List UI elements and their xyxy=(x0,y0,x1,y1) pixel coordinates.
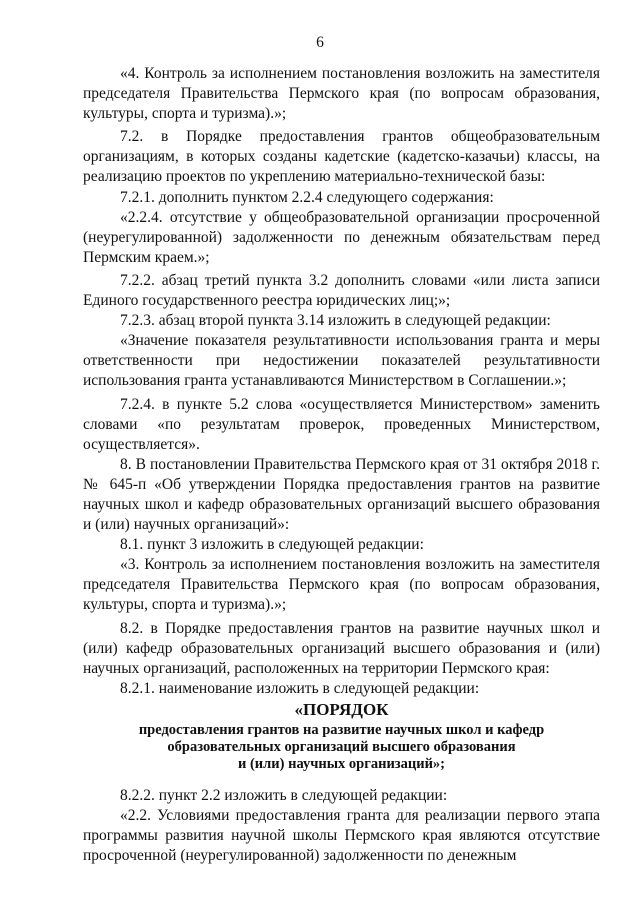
paragraph-2-2-conditions: «2.2. Условиями предоставления гранта для реализации первого этапа программы развития научной школы Пермского края являются отсутствие просроченной (неурегулированной) задолженности по денежным xyxy=(83,807,600,865)
paragraph-7-2-3: 7.2.3. абзац второй пункта 3.14 изложить в следующей редакции: xyxy=(120,312,551,330)
paragraph-7-2: 7.2. в Порядке предоставления грантов общеобразовательным организациям, в которых созданы кадетские (кадетско-казачьи) классы, на реализацию проектов по укреплению материально-технической базы: xyxy=(83,128,600,186)
paragraph-7-2-4: 7.2.4. в пункте 5.2 слова «осуществляется Министерством» заменить словами «по результатам проверок, проведенных Министерством, осуществляется». xyxy=(83,395,600,453)
section-heading xyxy=(83,699,600,772)
heading-subtitle-line: предоставления грантов на развитие научных школ и кафедр xyxy=(138,721,545,738)
paragraph-8-2: 8.2. в Порядке предоставления грантов на развитие научных школ и (или) кафедр образовательных организаций высшего образования и (или) научных организаций, расположенных на территории Пермского края: xyxy=(83,619,600,677)
paragraph-2-2-4: «2.2.4. отсутствие у общеобразовательной организации просроченной (неурегулированной) задолженности по денежным обязательствам перед Пермским краем.»; xyxy=(83,208,600,266)
paragraph-7-2-2: 7.2.2. абзац третий пункта 3.2 дополнить словами «или листа записи Единого государственного реестра юридических лиц;»; xyxy=(83,271,600,310)
heading-subtitle-line: и (или) научных организаций»; xyxy=(237,755,446,772)
paragraph-contract-3: «3. Контроль за исполнением постановления возложить на заместителя председателя Правительства Пермского края (по вопросам образования, культуры, спорта и туризма).»; xyxy=(83,556,600,614)
heading-title: «ПОРЯДОК xyxy=(294,699,389,719)
paragraph-indicator: «Значение показателя результативности использования гранта и меры ответственности при недостижении показателей результативности использования гранта устанавливаются Министерством в Соглашении.»; xyxy=(83,332,600,390)
paragraph-8-2-1: 8.2.1. наименование изложить в следующей редакции: xyxy=(120,679,480,697)
paragraph-8-2-2: 8.2.2. пункт 2.2 изложить в следующей редакции: xyxy=(120,786,448,804)
page-number: 6 xyxy=(316,34,324,51)
document-body xyxy=(83,64,600,866)
paragraph-contract-4: «4. Контроль за исполнением постановления возложить на заместителя председателя Правительства Пермского края (по вопросам образования, культуры, спорта и туризма).»; xyxy=(83,65,600,123)
paragraph-7-2-1: 7.2.1. дополнить пунктом 2.2.4 следующего содержания: xyxy=(120,188,494,206)
paragraph-8: 8. В постановлении Правительства Пермского края от 31 октября 2018 г. № 645-п «Об утверждении Порядка предоставления грантов на развитие научных школ и кафедр образовательных организаций высшего образования и (или) научных организаций»: xyxy=(83,455,600,534)
paragraph-8-1: 8.1. пункт 3 изложить в следующей редакции: xyxy=(120,536,424,554)
heading-subtitle-line: образовательных организаций высшего образования xyxy=(167,738,516,755)
